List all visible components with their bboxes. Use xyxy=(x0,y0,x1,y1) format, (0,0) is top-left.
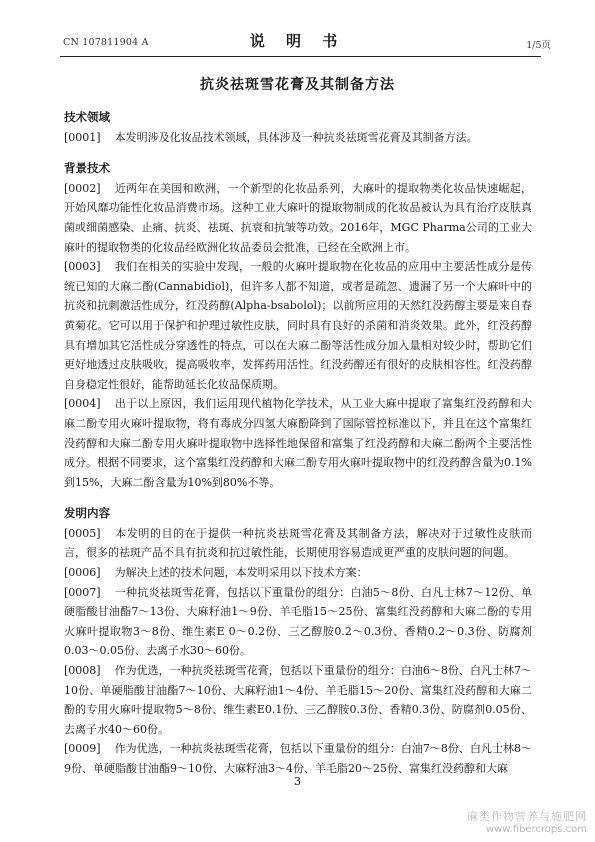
paragraph-text: 出于以上原因，我们运用现代植物化学技术，从工业大麻中提取了富集红没药醇和大麻二酚专用火麻叶提取物，将有毒成分四氢大麻酚降到了国际管控标准以下，并且在这个富集红没药醇和大麻二酚专用火麻叶提取物中选择性地保留和富集了红没药醇和大麻二酚两个主要活性成分。根据不同要求，这个富集红没药醇和大麻二酚专用火麻叶提取物中的红没药醇含量为0.1%到15%，大麻二酚含量为10%到80%不等。 xyxy=(64,397,532,489)
paragraph xyxy=(64,563,532,583)
paragraph xyxy=(64,179,532,257)
paragraph-text: 为解决上述的技术问题，本发明采用以下技术方案： xyxy=(114,566,368,580)
paragraph xyxy=(64,257,532,394)
header-rule xyxy=(60,56,541,57)
paragraph-number: [0007] xyxy=(64,585,101,599)
patent-number: CN 107811904 A xyxy=(63,37,149,48)
paragraph-text: 作为优选，一种抗炎祛斑雪花膏，包括以下重量份的组分：白油6～8份、白凡士林7～10份、单硬脂酸甘油酯7～10份、大麻籽油1～4份、羊毛脂15～20份、富集红没药醇和大麻二酚的专用火麻叶提取物5～8份、维生素E0.1份、三乙醇胺0.3份、香精0.3份、防腐剂0.05份、去离子水40～60份。 xyxy=(64,664,532,736)
paragraph-text: 作为优选，一种抗炎祛斑雪花膏，包括以下重量份的组分：白油7～8份、白凡士林8～9份、单硬脂酸甘油酯9～10份、大麻籽油3～4份、羊毛脂20～25份、富集红没药醇和大麻 xyxy=(64,742,532,775)
paragraph xyxy=(64,128,532,148)
paragraph-number: [0002] xyxy=(64,181,101,195)
paragraph-number: [0009] xyxy=(64,742,101,756)
paragraph-text: 本发明涉及化妆品技术领域，具体涉及一种抗炎祛斑雪花膏及其制备方法。 xyxy=(114,130,478,144)
watermark-name: 麻类作物营养与施肥网 xyxy=(467,810,587,823)
paragraph xyxy=(64,739,532,778)
paragraph-text: 我们在相关的实验中发现，一般的火麻叶提取物在化妆品的应用中主要活性成分是传统已知的大麻二酚(Cannabidiol)，但许多人都不知道，或者是疏忽、遗漏了另一个大麻叶中的抗炎和抗刺激活性成分，红没药醇(Alpha-bsabolol)；以前所应用的天然红没药醇主要是来自春黄菊花。它可以用于保护和护理过敏性皮肤，同时具有良好的杀菌和消炎效果。此外，红没药醇具有增加其它活性成分穿透性的特点，可以在大麻二酚等活性成分加入量相对较少时，帮助它们更好地透过皮肤吸收，提高吸收率，发挥药用活性。红没药醇还有很好的皮肤相容性。红没药醇自身稳定性很好，能帮助延长化妆品保质期。 xyxy=(64,260,532,391)
document-type-heading: 说 明 书 xyxy=(249,32,346,50)
section-heading-summary: 发明内容 xyxy=(64,506,110,521)
paragraph-number: [0008] xyxy=(64,664,101,678)
paragraph xyxy=(64,394,532,492)
document-body xyxy=(64,108,532,779)
paragraph-number: [0001] xyxy=(64,130,101,144)
paragraph-number: [0005] xyxy=(64,526,101,540)
paragraph-number: [0003] xyxy=(64,260,101,274)
paragraph-text: 本发明的目的在于提供一种抗炎祛斑雪花膏及其制备方法，解决对于过敏性皮肤而言，很多的祛斑产品不具有抗炎和抗过敏性能，长期使用容易造成更严重的皮肤问题的问题。 xyxy=(64,526,532,560)
paragraph-number: [0004] xyxy=(64,397,101,411)
paragraph xyxy=(64,661,532,739)
page-indicator: 1/5页 xyxy=(526,40,551,51)
section-heading-background: 背景技术 xyxy=(64,161,110,176)
section-heading-technical-field: 技术领域 xyxy=(64,110,110,124)
document-title: 抗炎祛斑雪花膏及其制备方法 xyxy=(200,77,395,93)
paragraph xyxy=(64,524,532,563)
paragraph-text: 一种抗炎祛斑雪花膏，包括以下重量份的组分：白油5～8份、白凡士林7～12份、单硬脂酸甘油酯7～13份、大麻籽油1～9份、羊毛脂15～25份、富集红没药醇和大麻二酚的专用火麻叶提取物3～8份、维生素E 0～0.2份、三乙醇胺0.2～0.3份、香精0.2～0.3份、防腐剂0.03～0.05份、去离子水30～60份。 xyxy=(64,585,532,658)
watermark-url: www.fibercrops.com xyxy=(485,824,587,835)
paragraph-number: [0006] xyxy=(64,566,101,580)
page-number: 3 xyxy=(294,775,301,788)
paragraph xyxy=(64,583,532,661)
watermark xyxy=(467,810,587,836)
paragraph-text: 近两年在美国和欧洲，一个新型的化妆品系列，大麻叶的提取物类化妆品快速崛起，开始风靡功能性化妆品消费市场。这种工业大麻叶的提取物制成的化妆品被认为具有治疗皮肤真菌或细菌感染、止痛、抗炎、祛斑、抗衰和抗皱等功效。2016年，MGC Pharma公司的工业大麻叶的提取物类的化妆品经欧洲化妆品委员会批准，已经在全欧洲上市。 xyxy=(64,181,532,254)
